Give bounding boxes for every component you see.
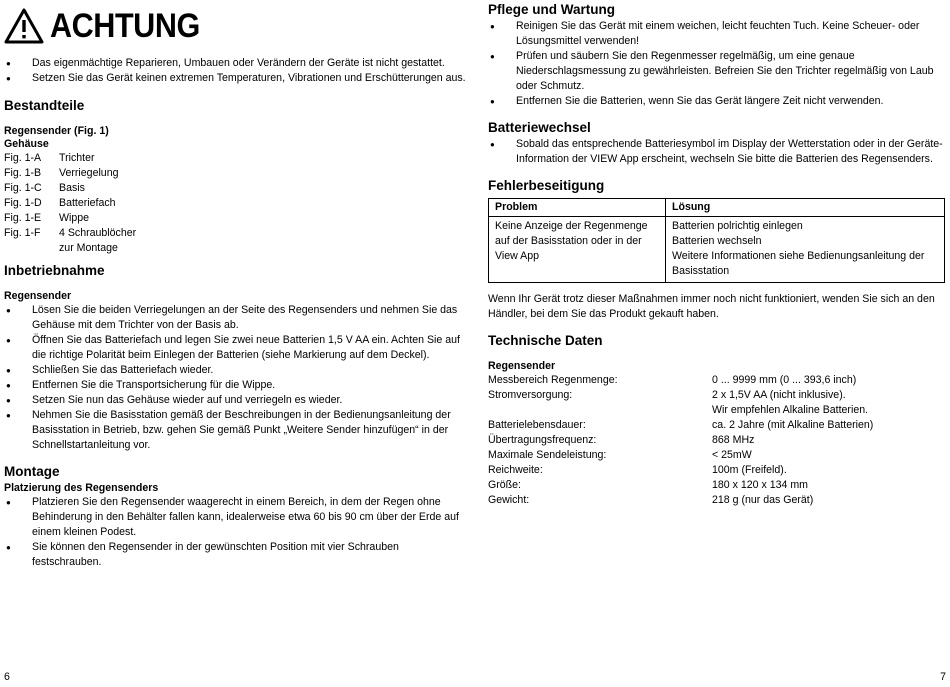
- problem-cell: Keine Anzeige der Regenmenge auf der Basisstation oder in der View App: [489, 217, 666, 283]
- parts-group: Gehäuse: [4, 138, 49, 150]
- part-name: zur Montage: [59, 242, 118, 254]
- spec-value: 2 x 1,5V AA (nicht inklusive).: [712, 389, 846, 401]
- spec-value: 0 ... 9999 mm (0 ... 393,6 inch): [712, 374, 857, 386]
- care-heading: Pflege und Wartung: [488, 2, 615, 17]
- specs-subheading: Regensender: [488, 360, 556, 372]
- warning-title: ACHTUNG: [50, 7, 200, 45]
- list-item: ● Entfernen Sie die Transportsicherung für die Wippe.: [4, 378, 466, 393]
- part-ref: Fig. 1-E: [4, 212, 42, 224]
- spec-label: [488, 403, 712, 418]
- part-name: Batteriefach: [59, 197, 116, 209]
- spec-value: 868 MHz: [712, 434, 755, 446]
- list-item: ● Öffnen Sie das Batteriefach und legen Sie zwei neue Batterien 1,5 V AA ein. Achten Sie auf die richtige Polarität beim Einlegen der Batterien (siehe Markierung auf dem Deckel).: [4, 333, 466, 363]
- list-item: ● Entfernen Sie die Batterien, wenn Sie das Gerät längere Zeit nicht verwenden.: [488, 94, 946, 109]
- list-item: ● Setzen Sie nun das Gehäuse wieder auf und verriegeln es wieder.: [4, 393, 466, 408]
- spec-label: Messbereich Regenmenge:: [488, 374, 618, 386]
- solution-line: Batterien wechseln: [672, 235, 762, 247]
- col-problem: Problem: [489, 199, 666, 217]
- warning-list: [4, 56, 466, 86]
- solution-line: Batterien polrichtig einlegen: [672, 220, 803, 232]
- list-item: ● Schließen Sie das Batteriefach wieder.: [4, 363, 466, 378]
- spec-label: Größe:: [488, 479, 521, 491]
- part-name: Trichter: [59, 152, 95, 164]
- right-page: [488, 0, 946, 687]
- part-ref: Fig. 1-C: [4, 182, 42, 194]
- battery-list: [488, 137, 946, 167]
- setup-subheading: Regensender: [4, 290, 72, 302]
- spec-value: ca. 2 Jahre (mit Alkaline Batterien): [712, 419, 874, 431]
- specs-table: [488, 373, 946, 508]
- spec-value: 180 x 120 x 134 mm: [712, 479, 808, 491]
- list-item: ● Sie können den Regensender in der gewünschten Position mit vier Schrauben festschrauben.: [4, 540, 466, 570]
- parts-heading: Bestandteile: [4, 98, 85, 113]
- solution-line: Weitere Informationen siehe Bedienungsanleitung der Basisstation: [672, 250, 925, 277]
- mount-list: [4, 495, 466, 570]
- list-item: ● Lösen Sie die beiden Verriegelungen an der Seite des Regensenders und nehmen Sie das Gehäuse mit dem Trichter von der Basis ab.: [4, 303, 466, 333]
- spec-label: Übertragungsfrequenz:: [488, 434, 597, 446]
- page-number-right: 7: [940, 671, 946, 683]
- spec-value: 100m (Freifeld).: [712, 464, 787, 476]
- col-solution: Lösung: [666, 199, 945, 217]
- list-item: ● Das eigenmächtige Reparieren, Umbauen oder Verändern der Geräte ist nicht gestattet.: [4, 56, 466, 71]
- part-name: Basis: [59, 182, 85, 194]
- care-list: [488, 19, 946, 109]
- mount-subheading: Platzierung des Regensenders: [4, 482, 159, 494]
- trouble-note: Wenn Ihr Gerät trotz dieser Maßnahmen immer noch nicht funktioniert, wenden Sie sich an den Händler, bei dem Sie das Produkt gekauft haben.: [488, 293, 935, 320]
- spec-label: Maximale Sendeleistung:: [488, 449, 607, 461]
- spec-label: Stromversorgung:: [488, 389, 573, 401]
- list-item: [488, 19, 946, 49]
- trouble-table: [488, 198, 945, 283]
- part-ref: Fig. 1-B: [4, 167, 42, 179]
- spec-label: Batterielebensdauer:: [488, 419, 586, 431]
- battery-heading: Batteriewechsel: [488, 120, 591, 135]
- spec-label: Gewicht:: [488, 494, 530, 506]
- table-row: [489, 217, 945, 283]
- part-name: Wippe: [59, 212, 90, 224]
- spec-value: Wir empfehlen Alkaline Batterien.: [712, 404, 869, 416]
- parts-list: [4, 151, 466, 256]
- list-item: ● Platzieren Sie den Regensender waagerecht in einem Bereich, in dem der Regen ohne Behinderung in den Behälter fallen kann, idealerweise etwa 60 bis 90 cm über der Erde auf einem kleinen Podest.: [4, 495, 466, 540]
- left-page: [4, 0, 466, 687]
- setup-list: [4, 303, 466, 453]
- part-name: Verriegelung: [59, 167, 119, 179]
- mount-heading: Montage: [4, 464, 60, 479]
- part-name: 4 Schraublöcher: [59, 227, 137, 239]
- part-ref: Fig. 1-D: [4, 197, 42, 209]
- list-item: ● Nehmen Sie die Basisstation gemäß der Beschreibungen in der Bedienungsanleitung der Basisstation in Betrieb, bzw. gehen Sie gemäß Punkt „Weitere Sender hinzufügen“ in der Schnellstartanleitung vor.: [4, 408, 466, 453]
- list-item: ● Setzen Sie das Gerät keinen extremen Temperaturen, Vibrationen und Erschütterungen aus.: [4, 71, 466, 86]
- trouble-heading: Fehlerbeseitigung: [488, 178, 605, 193]
- parts-subheading: Regensender (Fig. 1): [4, 125, 109, 137]
- setup-heading: Inbetriebnahme: [4, 263, 105, 278]
- part-ref: [4, 241, 59, 256]
- spec-value: 218 g (nur das Gerät): [712, 494, 814, 506]
- warning-triangle-icon: [4, 8, 44, 44]
- specs-heading: Technische Daten: [488, 333, 603, 348]
- warning-header: [4, 4, 466, 48]
- part-ref: Fig. 1-A: [4, 152, 42, 164]
- solution-cell: [666, 217, 945, 283]
- page-number-left: 6: [4, 671, 10, 683]
- spec-value: < 25mW: [712, 449, 752, 461]
- care-item-text: Reinigen Sie das Gerät mit einem weichen, leicht feuchten Tuch. Keine Scheuer- oder Lösungsmittel verwenden!: [516, 20, 920, 47]
- list-item: ● Sobald das entsprechende Batteriesymbol im Display der Wetterstation oder in der Geräte-Information der VIEW App erscheint, wechseln Sie bitte die Batterien des Regensenders.: [488, 137, 946, 167]
- list-item: ● Prüfen und säubern Sie den Regenmesser regelmäßig, um eine genaue Niederschlagsmessung zu gewährleisten. Befreien Sie den Trichter regelmäßig von Laub oder Schmutz.: [488, 49, 946, 94]
- part-ref: Fig. 1-F: [4, 227, 41, 239]
- spec-label: Reichweite:: [488, 464, 543, 476]
- table-header-row: [489, 199, 945, 217]
